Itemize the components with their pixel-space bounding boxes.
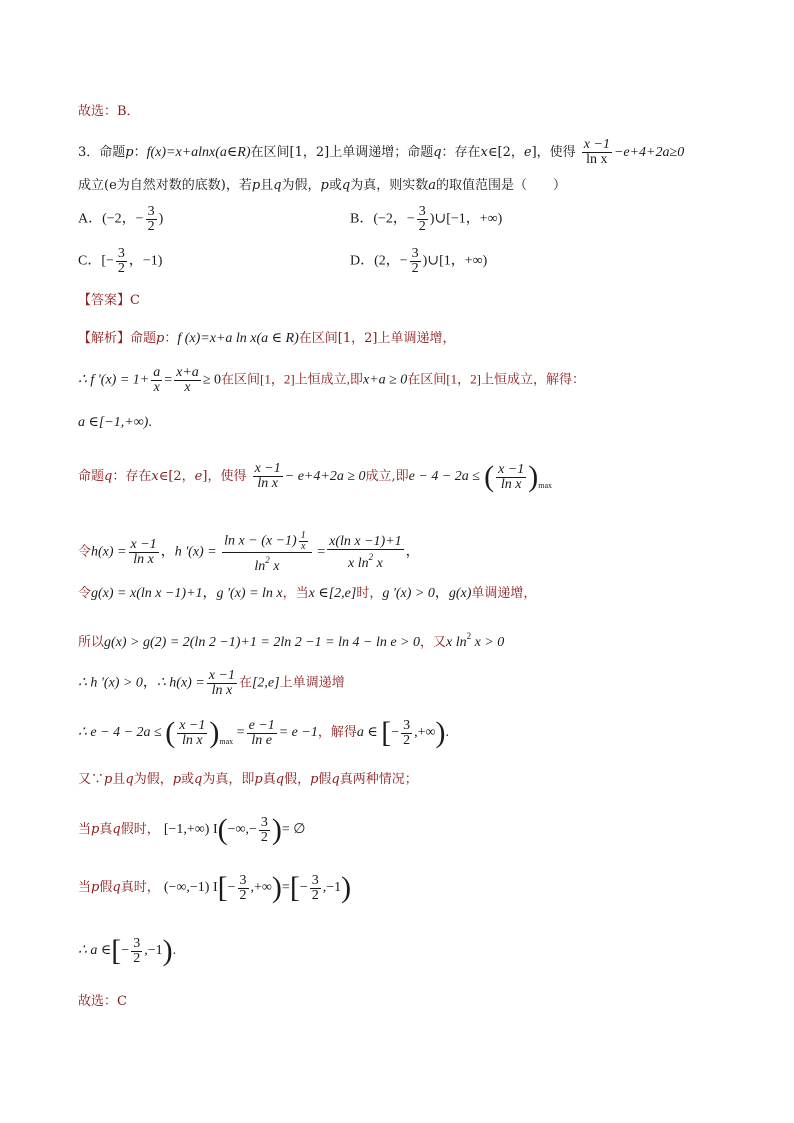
text: p (251, 178, 261, 193)
paren: ( (484, 460, 495, 493)
text: 假 (99, 880, 113, 896)
math: e − 4 − 2a ≤ (408, 469, 480, 485)
math: [−1,+∞) I (163, 822, 218, 838)
denominator: 2 (418, 219, 426, 234)
denominator: 2 (239, 887, 247, 903)
text: 又∵ (78, 772, 105, 787)
numerator (222, 531, 312, 553)
label: 【解析】 (78, 331, 131, 346)
math: ,−1 (144, 943, 163, 959)
text: 所以 (78, 634, 105, 649)
denominator: 2 (133, 950, 141, 966)
numerator: x −1 (130, 537, 157, 552)
fraction (222, 531, 312, 574)
text: C．[− (78, 253, 114, 269)
math: [2,e] (251, 675, 280, 691)
option-c (78, 247, 162, 276)
math: x ∈[2,e] (308, 586, 357, 601)
text: 真时， (120, 880, 160, 896)
text: ∈[2， (487, 145, 524, 160)
fraction (410, 247, 421, 276)
numerator: x+a (176, 365, 199, 380)
text: p (310, 772, 319, 787)
paren: ) (209, 716, 220, 749)
text: p (104, 772, 113, 787)
text: ， (202, 586, 217, 601)
text: ， (405, 544, 420, 560)
text: ]，使得 (531, 145, 576, 160)
text: p (320, 178, 329, 193)
math: = (236, 725, 245, 741)
analysis-line-12 (78, 873, 351, 903)
text: x (151, 469, 159, 485)
fraction (146, 205, 157, 234)
text: x (376, 555, 383, 571)
math: = (317, 544, 326, 560)
numerator: 3 (133, 935, 141, 951)
text: q (112, 822, 121, 838)
fraction (174, 366, 201, 395)
bracket: [ (289, 871, 300, 904)
text: 为假， (281, 178, 321, 193)
fraction (582, 138, 612, 167)
text: 当 (78, 822, 92, 838)
text: p (254, 772, 263, 787)
text: p (91, 880, 100, 896)
math: − (391, 725, 400, 741)
math: g(x) > g(2) = 2(ln 2 −1)+1 = 2ln 2 −1 = ln 4 − ln e > 0 (104, 635, 420, 650)
text: 在区间[1，2]上单调递增， (298, 331, 456, 346)
text: 且 (112, 772, 126, 787)
fraction (417, 205, 428, 234)
text: 真 (262, 772, 276, 787)
text: 成立(e为自然对数的底数)，若 (78, 178, 252, 193)
math: a ∈ (356, 725, 378, 741)
option-b (350, 205, 502, 234)
text: p (91, 822, 100, 838)
numerator: 3 (147, 204, 155, 219)
fraction (131, 937, 142, 966)
text: B．(−2，− (350, 211, 415, 227)
denominator: ln e (251, 732, 272, 748)
bracket: [ (217, 871, 228, 904)
text: x (273, 559, 280, 574)
denominator: 2 (403, 732, 411, 748)
numerator: 3 (418, 204, 426, 219)
text: 真 (99, 822, 113, 838)
analysis-line-6 (78, 584, 536, 603)
text: 故选：C (78, 994, 127, 1009)
option-a (78, 205, 163, 234)
analysis-line-4 (78, 462, 552, 495)
text: e (194, 469, 203, 485)
text: e (523, 145, 532, 160)
text: q (104, 469, 113, 485)
subscript: max (538, 481, 553, 491)
numerator: 3 (260, 814, 268, 830)
text: 在区间[1，2]上恒成立 (221, 371, 347, 387)
text: p (172, 772, 182, 787)
math: ∴ e − 4 − 2a ≤ (78, 725, 162, 741)
math: (−∞,−1) I (163, 880, 218, 896)
analysis-line-13 (78, 936, 176, 966)
denominator: 2 (117, 261, 125, 276)
subscript: max (219, 737, 234, 747)
text: 时， (356, 585, 383, 600)
text: . (445, 725, 450, 741)
denominator: x (184, 380, 191, 395)
numerator: 3 (117, 246, 125, 261)
math: g '(x) = ln x (216, 586, 283, 601)
fraction (327, 535, 404, 571)
math: = (164, 372, 173, 388)
text: ， (160, 544, 175, 560)
math: f (x)=x+a ln x(a ∈ R) (177, 331, 299, 346)
analysis-line-10 (78, 771, 418, 789)
text: 假 (318, 772, 332, 787)
denominator: x (153, 380, 160, 395)
fraction (116, 247, 127, 276)
analysis-line-1 (78, 330, 455, 348)
paren: ) (341, 871, 352, 904)
text: q (433, 145, 442, 160)
numerator: e −1 (248, 717, 275, 733)
superscript: 2 (466, 631, 472, 641)
fraction (247, 719, 277, 748)
text: )∪[−1，+∞) (429, 211, 503, 227)
math: = (281, 880, 290, 896)
text: p (156, 331, 165, 346)
denominator: ln x (257, 476, 278, 492)
math: h '(x) = (174, 544, 217, 560)
math: h(x) = (91, 544, 127, 560)
text: 为假， (133, 772, 173, 787)
text: q (331, 772, 340, 787)
math: −e+4+2a≥0 (613, 145, 685, 160)
numerator: 3 (403, 717, 411, 733)
math: − (227, 880, 236, 896)
text: . (148, 415, 152, 430)
text: q (341, 178, 351, 193)
text: ，又 (420, 634, 447, 649)
text: 的取值范围是（ ） (435, 178, 566, 193)
question-3-line-2 (78, 177, 566, 195)
text: ： (133, 145, 147, 160)
text: )∪[1，+∞) (422, 253, 488, 269)
superscript: 2 (368, 551, 374, 562)
text: 假时， (120, 822, 160, 838)
text: a (428, 178, 436, 193)
math-expr (163, 871, 352, 904)
math: x ln (446, 635, 467, 650)
analysis-line-7 (78, 627, 504, 652)
text: ，解得 (317, 724, 357, 740)
denominator: ln x (211, 683, 233, 698)
text: 在区间[1，2]上恒成立，解得： (407, 371, 585, 387)
math: − (299, 880, 308, 896)
math: ∴ h '(x) > 0 (78, 675, 143, 691)
text: q (275, 772, 285, 787)
denominator: 2 (411, 261, 419, 276)
bracket: [ (111, 934, 122, 967)
denominator: 2 (260, 829, 268, 845)
text: p (125, 145, 134, 160)
answer (78, 292, 140, 310)
text: x ln (347, 555, 369, 571)
prev-answer (78, 103, 140, 121)
text: 单调递增， (471, 585, 537, 600)
text: ，−1) (128, 253, 163, 269)
math: g(x) (448, 586, 472, 601)
math: = e −1 (278, 725, 318, 741)
math: x+a ≥ 0 (362, 372, 408, 388)
text: 故选：B． (78, 104, 140, 119)
denominator: ln x (181, 732, 203, 748)
text: 上单调递增 (279, 674, 345, 690)
denominator: ln x (133, 552, 154, 567)
numerator: 3 (239, 872, 247, 888)
superscript: 2 (265, 555, 270, 565)
fraction (253, 462, 283, 491)
text: ,即 (346, 371, 363, 387)
numerator: 3 (411, 246, 419, 261)
text: ： (164, 331, 178, 346)
bracket: [ (381, 716, 392, 749)
text: x (480, 145, 488, 160)
fraction (151, 366, 162, 395)
numerator: x −1 (583, 137, 610, 152)
text: q (273, 178, 282, 193)
text: ：存在 (441, 145, 481, 160)
text: D．(2，− (350, 253, 408, 269)
math: ≥ 0 (202, 372, 221, 388)
math: ∴ a ∈ (78, 943, 112, 959)
denominator: ln x (500, 476, 522, 492)
fraction (238, 874, 249, 903)
text: 当 (78, 880, 92, 896)
paren: ( (217, 813, 228, 846)
math: a ∈[−1,+∞) (78, 415, 149, 430)
text: 令 (78, 585, 92, 600)
fraction (310, 874, 321, 903)
denominator: ln x (586, 152, 608, 167)
text: ) (158, 211, 164, 227)
text: ， (142, 675, 157, 691)
final-answer (78, 993, 127, 1011)
math: ∴ f '(x) = 1+ (78, 372, 150, 388)
text: 令 (78, 543, 92, 559)
text: 命题 (78, 469, 105, 485)
analysis-line-5 (78, 531, 420, 574)
math: ,+∞ (414, 725, 436, 741)
text: 在区间[1，2]上单调递增；命题 (250, 145, 434, 160)
denominator (252, 553, 281, 574)
analysis-line-2 (78, 366, 585, 395)
analysis-line-3 (78, 414, 152, 432)
math-expr (163, 813, 306, 846)
math: − e+4+2a ≥ 0 (284, 469, 366, 485)
text: 3．命题 (78, 145, 126, 160)
text: q (112, 880, 121, 896)
denominator: 2 (147, 219, 155, 234)
analysis-line-11 (78, 815, 305, 845)
text: 在 (238, 674, 252, 690)
numerator: x −1 (254, 461, 281, 477)
fraction (177, 719, 207, 748)
fraction (496, 463, 526, 492)
text: q (125, 772, 134, 787)
option-d (350, 247, 487, 276)
denominator (346, 550, 385, 571)
fraction (129, 538, 159, 567)
math: x > 0 (474, 635, 505, 650)
numerator: 1 (300, 530, 306, 541)
numerator: x(ln x −1)+1 (329, 533, 402, 549)
text: ，当 (282, 585, 309, 600)
paren: ) (271, 871, 282, 904)
fraction (259, 816, 270, 845)
text: 真两种情况； (339, 772, 418, 787)
numerator: a (153, 365, 161, 380)
text: 或 (181, 772, 195, 787)
question-3-line-1 (78, 138, 684, 167)
text: 且 (260, 178, 274, 193)
text: A．(−2，− (78, 211, 144, 227)
numerator: 3 (311, 872, 319, 888)
math: = ∅ (281, 822, 306, 838)
text: 假， (284, 772, 311, 787)
numerator: x −1 (208, 668, 235, 683)
text: ：存在 (112, 469, 152, 485)
paren: ) (435, 716, 446, 749)
numerator: x −1 (498, 461, 525, 477)
text: 为真，即 (202, 772, 255, 787)
value: C (130, 293, 140, 308)
math: ,+∞ (250, 880, 272, 896)
inner-fraction (299, 531, 308, 552)
text: ln (254, 559, 266, 574)
text: ,即 (391, 469, 409, 485)
text: ∈[2， (158, 469, 195, 485)
math: −∞,− (227, 822, 257, 838)
text: 成立 (365, 469, 392, 485)
text: 命题 (130, 331, 157, 346)
math: g(x) = x(ln x −1)+1 (91, 586, 203, 601)
text: q (194, 772, 203, 787)
analysis-line-8 (78, 669, 345, 698)
text: 为真，则实数 (350, 178, 429, 193)
paren: ( (165, 716, 176, 749)
numerator-text: ln x − (x −1) (224, 533, 297, 549)
analysis-line-9 (78, 718, 449, 751)
math: ,−1 (322, 880, 342, 896)
math: g '(x) > 0 (382, 586, 435, 601)
denominator: 2 (311, 887, 319, 903)
paren: ) (528, 460, 539, 493)
text: 或 (328, 178, 342, 193)
denominator: x (300, 541, 306, 552)
text: ， (434, 586, 449, 601)
paren: ) (271, 813, 282, 846)
max-expr (484, 460, 553, 493)
math: − (121, 943, 130, 959)
text: ]，使得 (202, 469, 247, 485)
numerator: x −1 (179, 717, 206, 733)
math: f(x)=x+alnx(a∈R) (146, 145, 251, 160)
math: ∴ h(x) = (156, 675, 205, 691)
text: . (172, 943, 177, 959)
fraction (401, 719, 412, 748)
paren: ) (162, 934, 173, 967)
label: 【答案】 (78, 293, 131, 308)
fraction (207, 669, 237, 698)
